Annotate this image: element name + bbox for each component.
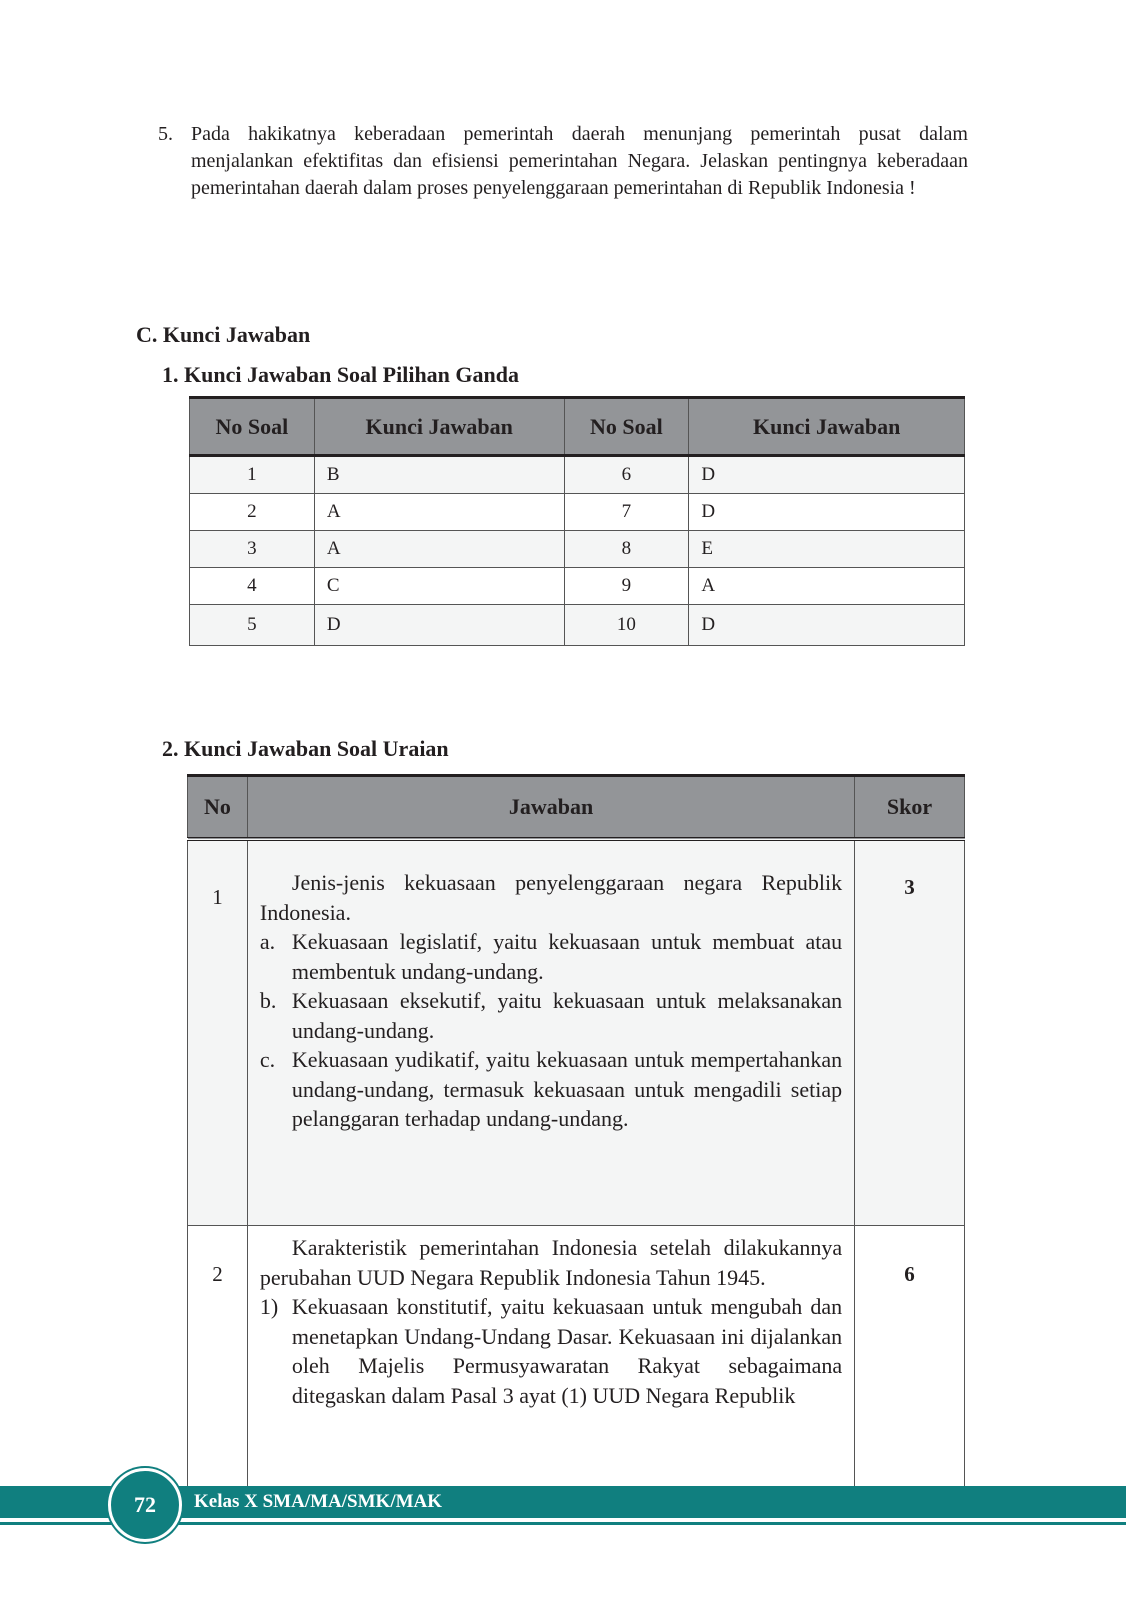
list-marker: c.	[259, 1047, 276, 1072]
answer-key: A	[314, 494, 564, 531]
list-item-text: Kekuasaan legislatif, yaitu kekuasaan untuk membuat atau membentuk undang-undang.	[291, 929, 843, 984]
answer-list	[260, 927, 842, 1134]
table-header-row	[190, 398, 965, 456]
mc-answer-key-title: 1. Kunci Jawaban Soal Pilihan Ganda	[162, 362, 519, 387]
table-row	[190, 605, 965, 646]
list-item-text: Kekuasaan konstitutif, yaitu kekuasaan untuk mengubah dan menetapkan Undang-Undang Dasar. Kekuasaan ini dijalankan oleh Majelis Permusyawaratan Rakyat sebagaimana ditegaskan dalam Pasal 3 ayat (1) UUD Negara Republik	[291, 1294, 843, 1408]
table-row	[190, 568, 965, 605]
answer-key: A	[689, 568, 965, 605]
list-item	[260, 1292, 842, 1410]
question-no: 2	[190, 494, 315, 531]
question-no: 10	[564, 605, 689, 646]
header-no: No	[188, 776, 248, 840]
question-no: 8	[564, 531, 689, 568]
mc-answer-key-table	[189, 396, 965, 646]
list-marker: 1)	[259, 1294, 279, 1319]
question-no: 6	[564, 456, 689, 494]
question-5	[158, 121, 968, 202]
essay-answer-key-title: 2. Kunci Jawaban Soal Uraian	[162, 736, 449, 761]
table-row	[188, 1226, 965, 1515]
question-text: Pada hakikatnya keberadaan pemerintah daerah menunjang pemerintah pusat dalam menjalankan efektifitas dan efisiensi pemerintahan Negara. Jelaskan pentingnya keberadaan pemerintahan daerah dalam proses penyelenggaraan pemerintahan di Republik Indonesia !	[191, 123, 968, 199]
list-item	[260, 1045, 842, 1134]
table-row	[190, 494, 965, 531]
essay-answer	[247, 1226, 854, 1515]
essay-no: 1	[188, 839, 248, 1226]
table-row	[190, 531, 965, 568]
list-item	[260, 986, 842, 1045]
essay-score: 6	[855, 1226, 965, 1515]
list-item-text: Kekuasaan eksekutif, yaitu kekuasaan untuk melaksanakan undang-undang.	[291, 988, 843, 1043]
table-row	[188, 839, 965, 1226]
question-no: 1	[190, 456, 315, 494]
header-skor: Skor	[855, 776, 965, 840]
header-no-soal: No Soal	[564, 398, 689, 456]
table-header-row	[188, 776, 965, 840]
list-item	[260, 927, 842, 986]
answer-key: B	[314, 456, 564, 494]
section-title: C. Kunci Jawaban	[136, 322, 311, 347]
question-no: 9	[564, 568, 689, 605]
question-no: 7	[564, 494, 689, 531]
answer-key: A	[314, 531, 564, 568]
essay-score: 3	[855, 839, 965, 1226]
header-jawaban: Jawaban	[247, 776, 854, 840]
list-item-text: Kekuasaan yudikatif, yaitu kekuasaan untuk mempertahankan undang-undang, termasuk kekuasaan untuk mengadili setiap pelanggaran terhadap undang-undang.	[291, 1047, 843, 1131]
header-no-soal: No Soal	[190, 398, 315, 456]
question-number: 5.	[158, 123, 173, 145]
question-no: 5	[190, 605, 315, 646]
question-no: 3	[190, 531, 315, 568]
answer-key: D	[689, 456, 965, 494]
essay-answer-key-table	[187, 774, 965, 1515]
answer-key: C	[314, 568, 564, 605]
list-marker: a.	[259, 929, 276, 954]
page-number: 72	[108, 1468, 182, 1542]
answer-key: E	[689, 531, 965, 568]
answer-intro: Jenis-jenis kekuasaan penyelenggaraan negara Republik Indonesia.	[259, 870, 843, 925]
table-row	[190, 456, 965, 494]
answer-key: D	[689, 494, 965, 531]
essay-no: 2	[188, 1226, 248, 1515]
header-kunci-jawaban: Kunci Jawaban	[689, 398, 965, 456]
answer-intro: Karakteristik pemerintahan Indonesia setelah dilakukannya perubahan UUD Negara Republik Indonesia Tahun 1945.	[259, 1235, 843, 1290]
header-kunci-jawaban: Kunci Jawaban	[314, 398, 564, 456]
essay-answer	[247, 839, 854, 1226]
answer-key: D	[689, 605, 965, 646]
list-marker: b.	[259, 988, 277, 1013]
question-no: 4	[190, 568, 315, 605]
answer-key: D	[314, 605, 564, 646]
answer-list	[260, 1292, 842, 1410]
book-title: Kelas X SMA/MA/SMK/MAK	[194, 1491, 443, 1512]
